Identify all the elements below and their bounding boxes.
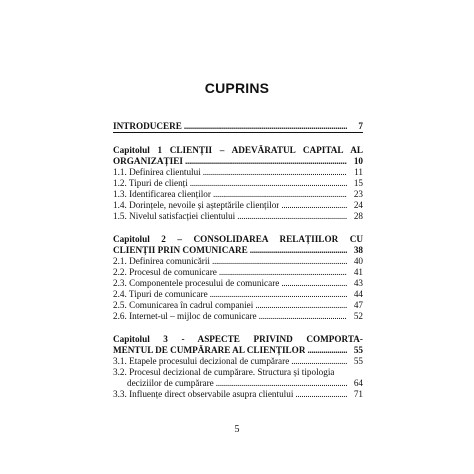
toc-item: 3.2. Procesul decizional de cumpărare. Structura și tipologia xyxy=(113,367,335,377)
toc-item: deciziilor de cumpărare . . . 64 xyxy=(113,378,363,389)
toc-item: 2.2. Procesul de comunicare . . . 41 xyxy=(113,267,363,278)
leader-dots xyxy=(216,378,347,389)
toc-item: 2.3. Componentele procesului de comunicare . . . 43 xyxy=(113,278,363,289)
leader-dots xyxy=(281,278,347,289)
toc-label: INTRODUCERE xyxy=(113,121,182,131)
chapter-heading: Capitolul 3 - ASPECTE PRIVIND COMPORTA- xyxy=(113,334,363,344)
toc-item: 1.5. Nivelul satisfacției clientului . . . 28 xyxy=(113,211,363,222)
toc-page: 55 xyxy=(353,345,363,355)
toc-page: 38 xyxy=(353,245,363,255)
toc-item: 2.1. Definirea comunicării . . . 40 xyxy=(113,256,363,267)
toc-item: 2.4. Tipuri de comunicare . . . 44 xyxy=(113,289,363,300)
toc-item: 1.4. Dorințele, nevoile și așteptările clienților . . . 24 xyxy=(113,200,363,211)
page-number: 5 xyxy=(234,424,240,435)
leader-dots xyxy=(203,167,347,178)
chapter-heading: Capitolul 1 CLIENȚII – ADEVĂRATUL CAPITAL AL xyxy=(113,145,363,155)
toc-item: 2.5. Comunicarea în cadrul companiei . . . 47 xyxy=(113,300,363,311)
chapter-heading-line2: CLIENȚII PRIN COMUNICARE . . . 38 xyxy=(113,245,363,256)
toc-item: 2.6. Internet-ul – mijloc de comunicare . . . 52 xyxy=(113,311,363,322)
leader-dots xyxy=(212,256,347,267)
leader-dots xyxy=(291,356,347,367)
leader-dots xyxy=(307,345,347,356)
leader-dots xyxy=(190,178,347,189)
chapter-heading-line2: MENTUL DE CUMPĂRARE AL CLIENȚILOR . . . 55 xyxy=(113,345,363,356)
leader-dots xyxy=(184,121,347,132)
toc-page: 7 xyxy=(358,121,363,131)
leader-dots xyxy=(210,289,347,300)
toc-item: 1.3. Identificarea clienților . . . 23 xyxy=(113,189,363,200)
toc-page: 10 xyxy=(353,156,363,166)
leader-dots xyxy=(237,211,347,222)
page-title: CUPRINS xyxy=(204,80,270,96)
toc-item: 3.3. Influențe direct observabile asupra clientului . . . 71 xyxy=(113,389,363,400)
leader-dots xyxy=(213,189,347,200)
leader-dots xyxy=(185,156,347,167)
toc-intro xyxy=(113,121,363,132)
chapter-heading-line2: ORGANIZAȚIEI . . . 10 xyxy=(113,156,363,167)
leader-dots xyxy=(255,300,347,311)
toc-item: 1.2. Tipuri de clienți . . . 15 xyxy=(113,178,363,189)
leader-dots xyxy=(295,389,347,400)
leader-dots xyxy=(259,311,347,322)
leader-dots xyxy=(219,267,347,278)
chapter-heading: Capitolul 2 – CONSOLIDAREA RELAȚIILOR CU xyxy=(113,234,363,244)
leader-dots xyxy=(250,245,347,256)
leader-dots xyxy=(281,200,347,211)
toc-item: 3.1. Etapele procesului decizional de cumpărare . . . 55 xyxy=(113,356,363,367)
toc-item: 1.1. Definirea clientului . . . 11 xyxy=(113,167,363,178)
table-of-contents xyxy=(113,121,363,400)
